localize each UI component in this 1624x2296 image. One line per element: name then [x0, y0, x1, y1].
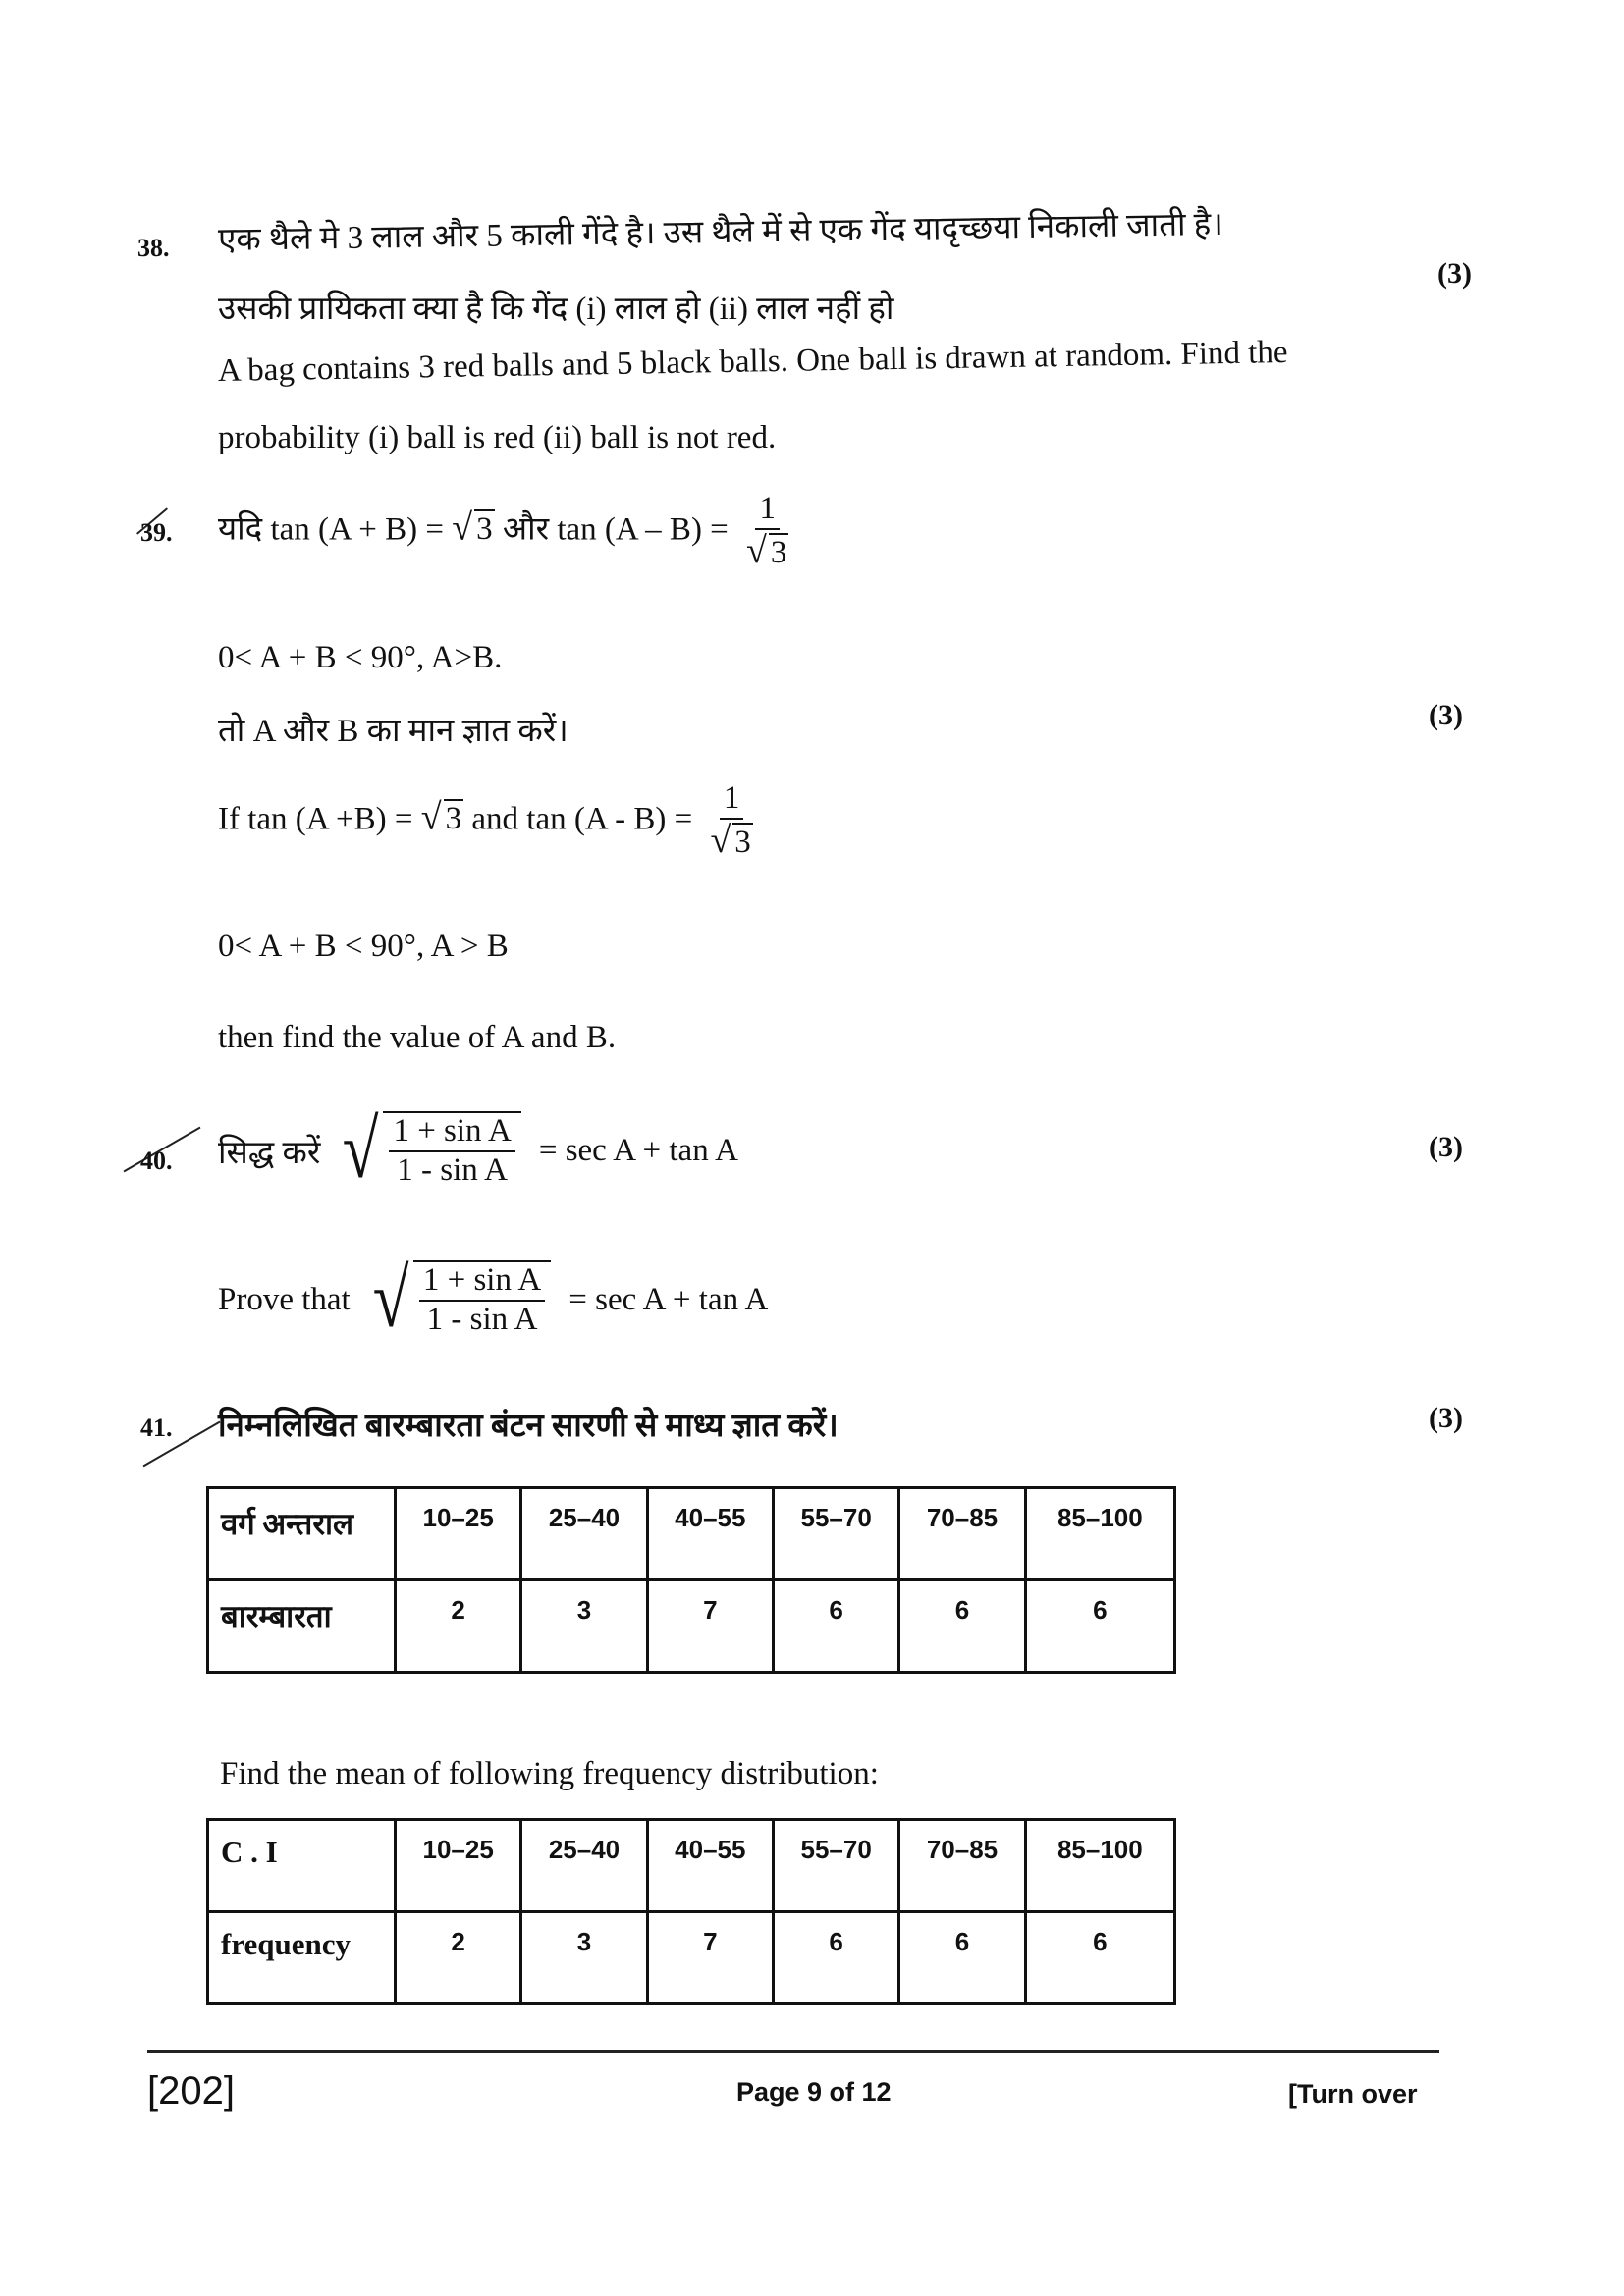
- table-cell: 70–85: [899, 1820, 1025, 1912]
- q38-english-line1: A bag contains 3 red balls and 5 black balls. One ball is drawn at random. Find the: [217, 334, 1288, 389]
- fraction-denominator: 1 - sin A: [426, 1302, 538, 1337]
- table-row: [208, 1820, 1175, 1912]
- table-cell: 6: [1025, 1912, 1174, 2004]
- sqrt-icon: √: [710, 819, 731, 861]
- fraction-numerator: 1: [755, 491, 780, 530]
- fraction: [706, 780, 756, 863]
- q38-marks: (3): [1437, 257, 1472, 290]
- q39-marks: (3): [1429, 699, 1463, 731]
- q39-hindi-mid: और tan (A – B) =: [494, 511, 737, 548]
- q41-hindi-text: निम्नलिखित बारम्बारता बंटन सारणी से माध्य ज्ञात करें।: [218, 1409, 839, 1444]
- q38-hindi-line1: एक थैले मे 3 लाल और 5 काली गेंदे है। उस थैले में से एक गेंद यादृच्छया निकाली जाती है।: [217, 206, 1224, 258]
- q40-marks: (3): [1429, 1131, 1463, 1163]
- question-number-40: 40.: [140, 1147, 173, 1175]
- table-cell: 6: [773, 1580, 898, 1673]
- table-cell: 55–70: [773, 1488, 898, 1580]
- q39-hindi-prefix: यदि tan (A + B) =: [218, 511, 453, 548]
- table-row: [208, 1912, 1175, 2004]
- question-number-38: 38.: [137, 234, 170, 262]
- q39-condition-hindi: 0< A + B < 90°, A>B.: [218, 640, 503, 675]
- table-cell: 25–40: [521, 1488, 647, 1580]
- sqrt-icon: √: [746, 529, 767, 571]
- sqrt-value: 3: [770, 534, 787, 570]
- q39-hindi-equation: [218, 491, 798, 573]
- q39-english-mid: and tan (A - B) =: [463, 801, 701, 837]
- table-cell: 6: [1025, 1580, 1174, 1673]
- q40-rhs: = sec A + tan A: [538, 1132, 738, 1168]
- sqrt-value: 3: [734, 824, 751, 860]
- table-cell: वर्ग अन्तराल: [208, 1488, 396, 1580]
- q39-english-ask: then find the value of A and B.: [218, 1020, 617, 1055]
- table-cell: 70–85: [899, 1488, 1025, 1580]
- table-cell: frequency: [208, 1912, 396, 2004]
- sqrt-value: 3: [476, 511, 493, 548]
- fraction-numerator: 1 + sin A: [419, 1262, 545, 1302]
- table-cell: 40–55: [647, 1820, 773, 1912]
- table-cell: 2: [396, 1912, 521, 2004]
- turn-over-label: [Turn over: [1288, 2079, 1418, 2109]
- q40-english-prefix: Prove that: [218, 1281, 351, 1317]
- sqrt-icon: √: [372, 1254, 409, 1345]
- question-number-41: 41.: [140, 1414, 173, 1442]
- sqrt-icon: √: [420, 796, 442, 838]
- table-row: [208, 1580, 1175, 1673]
- english-frequency-table: [206, 1818, 1176, 2005]
- table-cell: 3: [521, 1580, 647, 1673]
- fraction: [742, 491, 792, 573]
- q38-hindi-line2: उसकी प्रायिकता क्या है कि गेंद (i) लाल हो (ii) लाल नहीं हो: [218, 292, 894, 327]
- q41-english-text: Find the mean of following frequency distribution:: [220, 1756, 879, 1791]
- page-number: Page 9 of 12: [736, 2077, 892, 2107]
- square-root: [338, 1104, 521, 1196]
- table-cell: 7: [647, 1912, 773, 2004]
- fraction-numerator: 1 + sin A: [389, 1113, 514, 1152]
- q40-hindi-prefix: सिद्ध करें: [218, 1135, 321, 1171]
- table-cell: 25–40: [521, 1820, 647, 1912]
- square-root: [368, 1254, 552, 1345]
- table-cell: C . I: [208, 1820, 396, 1912]
- hindi-frequency-table: [206, 1486, 1176, 1674]
- fraction-denominator: 1 - sin A: [397, 1152, 509, 1188]
- q39-english-equation: [218, 780, 763, 863]
- paper-code: [202]: [147, 2069, 235, 2112]
- q38-english-line2: probability (i) ball is red (ii) ball is not red.: [218, 420, 777, 455]
- table-cell: 6: [899, 1912, 1025, 2004]
- table-row: [208, 1488, 1175, 1580]
- q39-english-prefix: If tan (A +B) =: [218, 801, 421, 837]
- sqrt-icon: √: [452, 507, 473, 549]
- table-cell: 7: [647, 1580, 773, 1673]
- table-cell: 55–70: [773, 1820, 898, 1912]
- q39-condition-english: 0< A + B < 90°, A > B: [218, 929, 509, 964]
- sqrt-icon: √: [342, 1104, 379, 1196]
- table-cell: 10–25: [396, 1488, 521, 1580]
- table-cell: 85–100: [1025, 1820, 1174, 1912]
- table-cell: 40–55: [647, 1488, 773, 1580]
- table-cell: 3: [521, 1912, 647, 2004]
- table-cell: बारम्बारता: [208, 1580, 396, 1673]
- q39-hindi-ask: तो A और B का मान ज्ञात करें।: [218, 714, 568, 749]
- q40-hindi-equation: [218, 1104, 738, 1196]
- q40-rhs: = sec A + tan A: [568, 1281, 769, 1317]
- table-cell: 6: [773, 1912, 898, 2004]
- table-cell: 85–100: [1025, 1488, 1174, 1580]
- sqrt-value: 3: [445, 801, 462, 837]
- q41-marks: (3): [1429, 1402, 1463, 1434]
- table-cell: 2: [396, 1580, 521, 1673]
- question-number-39: 39.: [140, 518, 173, 547]
- footer-divider: [147, 2050, 1439, 2053]
- q40-english-equation: [218, 1254, 769, 1345]
- fraction-numerator: 1: [720, 780, 744, 820]
- table-cell: 6: [899, 1580, 1025, 1673]
- table-cell: 10–25: [396, 1820, 521, 1912]
